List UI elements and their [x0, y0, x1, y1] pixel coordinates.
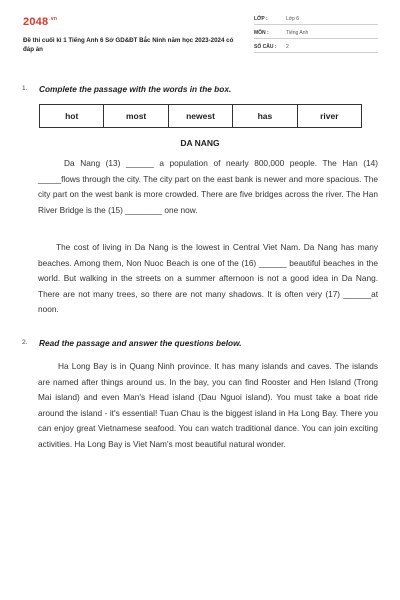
word-box-item: river	[320, 111, 339, 121]
meta-subject-value: Tiếng Anh	[286, 30, 309, 36]
site-logo[interactable]	[23, 16, 57, 28]
logo-suffix: .vn	[49, 16, 58, 23]
word-box-item: most	[104, 105, 168, 127]
meta-question-count-value: 2	[286, 44, 289, 50]
question-1-number: 1.	[22, 85, 28, 92]
question-2-instruction: Read the passage and answer the questions below.	[39, 338, 242, 348]
page-header	[0, 0, 400, 64]
passage-paragraph-2: The cost of living in Da Nang is the lowest in Central Viet Nam. Da Nang has many beaches. Among them, Non Nuoc Beach is one of the (16) ______ beautiful beaches in the world. But walking in the streets on a summer afternoon is not a good idea in Da Nang. There are not many trees, so there are not many shadows. It is often very (17) ______at noon.	[38, 242, 378, 314]
logo-text: 2048	[23, 16, 49, 28]
word-box-item: has	[233, 105, 297, 127]
meta-subject-label: MÔN :	[254, 30, 269, 36]
passage-paragraph-1: Da Nang (13) ______ a population of nearly 800,000 people. The Han (14) _____flows through the city. The city part on the east bank is newer and more spacious. The city part on the west bank is more crowded. There are five bridges across the river. The Han River Bridge is the (15) ________ one now.	[38, 158, 378, 215]
meta-question-count-row	[254, 42, 378, 53]
reading-passage: Ha Long Bay is in Quang Ninh province. It has many islands and caves. The islands are named after things around us. In the bay, you can find Rooster and Hen Island (Trong Mai island) and even Man's Head island (Dau Nguoi island). You must take a boat ride around the island - it's essential! Tuan Chau is the biggest island in Ha Long Bay. There you can enjoy great Vietnamese seafood. You can watch traditional dance. You can join exciting activities. Ha Long Bay is Viet Nam's most beautiful natural wonder.	[38, 361, 378, 449]
meta-question-count-label: SỐ CÂU :	[254, 44, 277, 50]
meta-class-row	[254, 14, 378, 25]
meta-class-value: Lớp 6	[286, 16, 300, 22]
passage-title: DA NANG	[180, 138, 220, 148]
word-box	[39, 104, 362, 128]
document-title: Đề thi cuối kì 1 Tiếng Anh 6 Sở GD&ĐT Bắc Ninh năm học 2023-2024 có đáp án	[23, 37, 234, 53]
word-box-item: hot	[40, 105, 104, 127]
word-box-item: newest	[169, 105, 233, 127]
meta-class-label: LỚP :	[254, 16, 268, 22]
question-2-number: 2.	[22, 339, 28, 346]
question-1-instruction: Complete the passage with the words in the box.	[39, 84, 232, 94]
meta-subject-row	[254, 28, 378, 39]
